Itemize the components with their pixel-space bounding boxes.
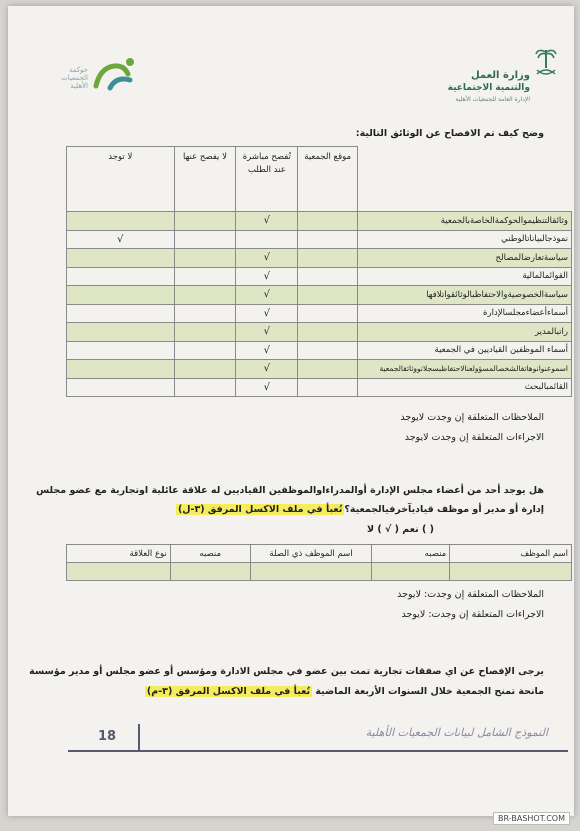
governance-logo xyxy=(46,54,136,104)
mark-website xyxy=(298,378,358,397)
col-header-none: لا توجد xyxy=(67,147,175,212)
mark-on-request xyxy=(236,230,298,249)
relations-table xyxy=(66,544,572,581)
mark-none xyxy=(67,286,175,305)
disclosure-intro: وضح كيف تم الافصاح عن الوثائق التالية: xyxy=(355,128,544,139)
row-label: راتبالمدير xyxy=(358,323,572,342)
row-label: القائمبالبحث xyxy=(358,378,572,397)
section2-actions: الاجراءات المتعلقة إن وجدت: لايوجد xyxy=(401,609,544,620)
col-header-website: موقع الجمعية xyxy=(298,147,358,212)
relations-empty-row xyxy=(67,563,572,581)
transactions-question-text: مانحة تمنح الجمعية خلال السنوات الأربعة الماضية xyxy=(315,686,544,697)
row-label: نموذجالبياناتالوطني xyxy=(358,230,572,249)
disclosure-row xyxy=(67,249,572,268)
mark-on-request: √ xyxy=(236,360,298,379)
mark-none xyxy=(67,212,175,231)
mark-on-request: √ xyxy=(236,267,298,286)
disclosure-row xyxy=(67,323,572,342)
mark-not-disclosed xyxy=(174,341,236,360)
col-header-employee-name: اسم الموظف xyxy=(450,545,572,563)
footer-divider-horizontal xyxy=(68,750,568,752)
col-header-position: منصبه xyxy=(372,545,450,563)
relation-question-line1: هل يوجد أحد من أعضاء مجلس الإدارة أوالمدراءاوالموظفين القياديين له علاقة عائلية اوتجارية مع عضو مجلس xyxy=(36,485,544,496)
mark-on-request: √ xyxy=(236,323,298,342)
mark-not-disclosed xyxy=(174,323,236,342)
section1-notes: الملاحظات المتعلقة إن وجدت لايوجد xyxy=(400,412,544,423)
yes-no-answer: ( ) نعم ( √ ) لا xyxy=(366,524,434,535)
mark-not-disclosed xyxy=(174,267,236,286)
table-cell xyxy=(250,563,372,581)
disclosure-row xyxy=(67,360,572,379)
col-header-related-employee: اسم الموظف ذي الصلة xyxy=(250,545,372,563)
ministry-logo xyxy=(448,46,558,106)
mark-on-request: √ xyxy=(236,378,298,397)
col-header-on-request: تُفصح مباشرة عند الطلب xyxy=(236,147,298,212)
excel-attachment-highlight: تُعبأ في ملف الاكسل المرفق (٣-م) xyxy=(146,686,311,697)
document-page xyxy=(8,6,574,816)
col-header-relation-type: نوع العلاقة xyxy=(67,545,171,563)
disclosure-row xyxy=(67,341,572,360)
relation-question-line2 xyxy=(176,504,544,515)
mark-not-disclosed xyxy=(174,249,236,268)
disclosure-row xyxy=(67,304,572,323)
mark-website xyxy=(298,323,358,342)
col-header-related-position: منصبه xyxy=(170,545,250,563)
disclosure-row xyxy=(67,212,572,231)
disclosure-header-row xyxy=(67,147,572,212)
row-label: سياسةتعارضالمصالح xyxy=(358,249,572,268)
excel-attachment-highlight: تُعبأ في ملف الاكسل المرفق (٣-ل) xyxy=(177,504,343,515)
relations-header-row xyxy=(67,545,572,563)
palm-swords-icon xyxy=(534,46,558,78)
disclosure-row xyxy=(67,286,572,305)
disclosure-row xyxy=(67,378,572,397)
disclosure-table xyxy=(66,146,572,397)
ministry-name-line3: الإدارة العامة للجمعيات الأهلية xyxy=(455,96,530,103)
footer-title: النموذج الشامل لبيانات الجمعيات الأهلية xyxy=(365,726,548,739)
table-cell xyxy=(170,563,250,581)
col-header-not-disclosed: لا يفصح عنها xyxy=(174,147,236,212)
ministry-name-line2: والتنمية الاجتماعية xyxy=(447,83,530,93)
row-label: وثائقالتنظيموالحوكمةالخاصةبالجمعية xyxy=(358,212,572,231)
page-footer xyxy=(68,724,548,746)
mark-website xyxy=(298,249,358,268)
mark-not-disclosed xyxy=(174,286,236,305)
mark-not-disclosed xyxy=(174,230,236,249)
mark-none xyxy=(67,249,175,268)
mark-on-request: √ xyxy=(236,341,298,360)
mark-not-disclosed xyxy=(174,304,236,323)
governance-logo-icon xyxy=(90,54,136,100)
relation-question-text: إدارة أو مدير أو موظف قياديآخرفيالجمعية؟ xyxy=(344,504,544,515)
row-label: أسماء الموظفين القياديين في الجمعية xyxy=(358,341,572,360)
row-label: القوائمالمالية xyxy=(358,267,572,286)
mark-none: √ xyxy=(67,230,175,249)
mark-website xyxy=(298,267,358,286)
mark-on-request: √ xyxy=(236,286,298,305)
row-label: اسموعنوانوهاتفالشخصالمسؤولعنالاحتفاظبسجلاتووثائقالجمعية xyxy=(358,360,572,379)
mark-none xyxy=(67,360,175,379)
transactions-question-line1: يرجى الإفصاح عن اي صفقات تجارية تمت بين عضو في مجلس الادارة ومؤسس أو عضو مجلس أو مدير مؤسسة xyxy=(29,666,544,677)
footer-divider-vertical xyxy=(138,724,140,750)
mark-not-disclosed xyxy=(174,212,236,231)
mark-on-request: √ xyxy=(236,249,298,268)
mark-none xyxy=(67,323,175,342)
ministry-name-line1: وزارة العمل xyxy=(471,70,530,81)
mark-on-request: √ xyxy=(236,212,298,231)
mark-none xyxy=(67,304,175,323)
header-blank-cell xyxy=(358,147,572,212)
page-number: 18 xyxy=(98,729,117,744)
mark-website xyxy=(298,360,358,379)
mark-not-disclosed xyxy=(174,360,236,379)
mark-not-disclosed xyxy=(174,378,236,397)
table-cell xyxy=(450,563,572,581)
section2-notes: الملاحظات المتعلقة إن وجدت: لايوجد xyxy=(397,589,544,600)
table-cell xyxy=(372,563,450,581)
transactions-question-line2 xyxy=(145,686,544,697)
governance-logo-text: حوكمة الجمعيات الأهلية xyxy=(61,66,88,90)
mark-website xyxy=(298,286,358,305)
disclosure-row xyxy=(67,267,572,286)
mark-none xyxy=(67,341,175,360)
mark-none xyxy=(67,378,175,397)
row-label: سياسةالخصوصيةوالاحتفاظبالوثائقواتلافها xyxy=(358,286,572,305)
mark-none xyxy=(67,267,175,286)
row-label: أسماءأعضاءمجلسالإدارة xyxy=(358,304,572,323)
site-watermark: BR-BASHOT.COM xyxy=(493,812,570,825)
section1-actions: الاجراءات المتعلقة إن وجدت لايوجد xyxy=(404,432,544,443)
mark-website xyxy=(298,341,358,360)
mark-website xyxy=(298,304,358,323)
mark-website xyxy=(298,230,358,249)
table-cell xyxy=(67,563,171,581)
mark-website xyxy=(298,212,358,231)
disclosure-row xyxy=(67,230,572,249)
mark-on-request: √ xyxy=(236,304,298,323)
